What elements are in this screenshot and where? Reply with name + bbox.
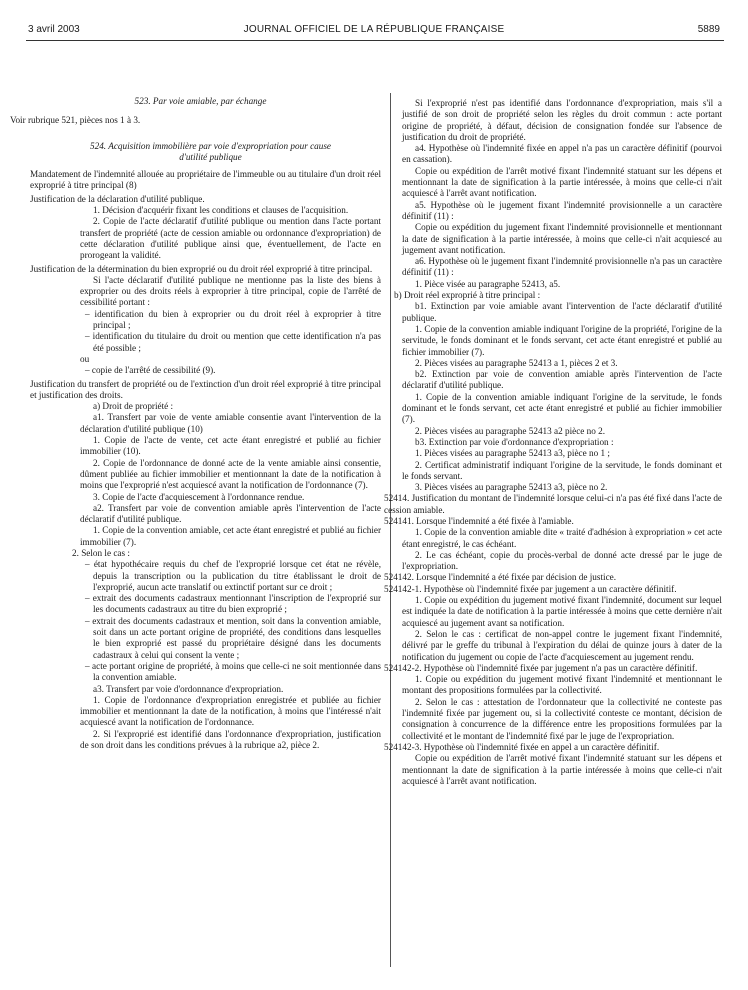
subsection-paragraph: Justification de la détermination du bien exproprié ou du droit réel exproprié à titre principal. [30,263,373,274]
bullet-item: – copie de l'arrêté de cessibilité (9). [85,365,216,376]
bullet-item: – extrait des documents cadastraux et mention, soit dans la convention amiable, soit dans un acte portant origine de propriété, des conditions dans lesquelles le bien exproprié est passé du propriétaire désigné dans les documents cadastraux à celui qui consent la vente ; [85,615,381,660]
subsection-paragraph: Mandatement de l'indemnité allouée au propriétaire de l'immeuble ou au titulaire d'un droit réel exproprié à titre principal (8) [30,169,381,191]
paragraph: Copie ou expédition de l'arrêt motivé fixant l'indemnité statuant sur les dépens et mentionnant la date de signification à la partie intéressée à moins que celle-ci n'ait acquiescé à l'arrêt avant notification. [402,753,722,786]
paragraph: 2. Certificat administratif indiquant l'origine de la servitude, le fonds dominant et le fonds servant. [402,459,722,481]
paragraph: b) Droit réel exproprié à titre principal : [394,290,541,301]
subsection-paragraph: Justification de la déclaration d'utilité publique. [30,193,205,204]
right-column [384,98,722,787]
column-divider [390,93,391,967]
cross-reference: Voir rubrique 521, pièces nos 1 à 3. [10,115,141,126]
paragraph: 1. Copie de la convention amiable indiquant l'origine de la propriété, l'origine de la servitude, le fonds dominant et le fonds servant, cet acte étant enregistré et publié au fichier immobilier (7). [402,323,722,357]
paragraph: 2. Le cas échéant, copie du procès-verbal de donné acte dressé par le juge de l'expropriation. [402,549,722,572]
paragraph: 1. Pièces visées au paragraphe 52413 a3, pièce no 1 ; [415,448,610,459]
paragraph: 1. Copie de la convention amiable, cet acte étant enregistré et publié au fichier immobilier (7). [80,525,382,547]
paragraph: 2. Pièces visées au paragraphe 52413 a2 pièce no 2. [415,425,606,436]
paragraph: Si l'acte déclaratif d'utilité publique ne mentionne pas la liste des biens à exproprier ou des droits réels à exproprier à titre principal, copie de l'arrêté de cessibilité portant : [80,274,381,308]
subsection-paragraph: 524142-1. Hypothèse où l'indemnité fixée par jugement a un caractère définitif. [384,583,677,594]
paragraph: a5. Hypothèse où le jugement fixant l'indemnité provisionnelle a un caractère définitif (11) : [402,199,722,221]
left-column [10,96,382,751]
paragraph: Si l'exproprié n'est pas identifié dans l'ordonnance d'expropriation, mais s'il a justifié de son droit de propriété selon les règles du droit commun : acte portant origine de propriété, à défaut, décision de consignation fondée sur l'absence de justification du droit de propriété. [402,98,722,142]
paragraph: 1. Copie ou expédition du jugement motivé fixant l'indemnité, document sur lequel est indiquée la date de notification à la partie intéressée à moins que cette dernière n'ait acquiescé au jugement avant sa notification. [402,595,722,628]
paragraph: a3. Transfert par voie d'ordonnance d'expropriation. [93,683,284,694]
paragraph: 2. Selon le cas : attestation de l'ordonnateur que la collectivité ne conteste pas l'indemnité fixée par jugement ou, si la collectivité conteste ce montant, décision de consignation à concurrence de la différence entre les propositions formulées par la collectivité et le montant de l'indemnité fixé par le juge de l'expropriation. [402,696,722,741]
paragraph: Copie ou expédition du jugement fixant l'indemnité provisionnelle et mentionnant la date de signification à la partie intéressée, à moins que celle-ci n'ait acquiescé au jugement avant notification. [402,222,722,255]
paragraph: 2. Copie de l'ordonnance de donné acte de la vente amiable ainsi consentie, dûment publiée au fichier immobilier et mentionnant la date de la notification à moins que l'exproprié n'est acquiescé avant la notification de l'ordonnance (7). [80,457,381,491]
paragraph: 1. Pièce visée au paragraphe 52413, a5. [415,278,561,289]
paragraph: a6. Hypothèse où le jugement fixant l'indemnité provisionnelle n'a pas un caractère définitif (11) : [402,256,722,278]
subsection-paragraph: 524141. Lorsque l'indemnité a été fixée à l'amiable. [384,515,574,526]
paragraph: 2. Si l'exproprié est identifié dans l'ordonnance d'expropriation, justification de son droit dans les conditions prévues à la rubrique a2, pièce 2. [80,728,381,751]
paragraph: 2. Pièces visées au paragraphe 52413 a 1, pièces 2 et 3. [415,357,618,368]
paragraph: 3. Pièces visées au paragraphe 52413 a3, pièce no 2. [415,482,608,493]
paragraph: ou [80,353,90,364]
paragraph: 1. Copie de l'ordonnance d'expropriation enregistrée et publiée au fichier immobilier et mentionnant la date de la notification, à moins que l'intéressé n'ait acquiescé avant la notification de l'ordonnance. [80,694,381,728]
paragraph: b3. Extinction par voie d'ordonnance d'expropriation : [415,436,614,447]
page-number: 5889 [697,24,720,35]
paragraph: 2. Selon le cas : [72,547,130,558]
paragraph: Copie ou expédition de l'arrêt motivé fixant l'indemnité statuant sur les dépens et mentionnant la date de signification à la partie intéressée, à moins que celle-ci n'ait acquiescé à l'arrêt avant notification. [402,165,722,199]
paragraph: b2. Extinction par voie de convention amiable après l'intervention de l'acte déclaratif d'utilité publique. [402,369,722,391]
paragraph: a4. Hypothèse où l'indemnité fixée en appel n'a pas un caractère définitif (pourvoi en cassation). [402,143,722,165]
bullet-item: – identification du bien à exproprier ou du droit réel à exproprier à titre principal ; [85,308,381,331]
bullet-item: – extrait des documents cadastraux mentionnant l'inscription de l'exproprié sur les documents cadastraux au titre du bien exproprié ; [85,593,381,615]
subsection-paragraph: 52414. Justification du montant de l'indemnité lorsque celui-ci n'a pas été fixé dans l'acte de cession amiable. [384,493,722,515]
bullet-item: – acte portant origine de propriété, à moins que celle-ci ne soit mentionnée dans la convention amiable. [85,660,381,683]
bullet-item: – état hypothécaire requis du chef de l'exproprié lorsque cet état ne révèle, depuis la transcription ou la publication du titre établissant le droit de l'exproprié, aucun acte translatif ou extinctif portant sur ce droit ; [85,559,381,592]
subsection-paragraph: 524142-3. Hypothèse où l'indemnité fixée en appel a un caractère définitif. [384,741,660,752]
paragraph: 1. Copie ou expédition du jugement motivé fixant l'indemnité et mentionnant le montant des propositions formulées par la collectivité. [402,674,722,696]
subsection-paragraph: 524142-2. Hypothèse où l'indemnité fixée par jugement n'a pas un caractère définitif. [384,662,698,673]
bullet-item: – identification du titulaire du droit ou mention que cette identification n'a pas été possible ; [85,331,381,353]
section-heading: 523. Par voie amiable, par échange [134,96,267,106]
subsection-paragraph: Justification du transfert de propriété ou de l'extinction d'un droit réel exproprié à titre principal et justification des droits. [30,378,381,400]
journal-title: JOURNAL OFFICIEL DE LA RÉPUBLIQUE FRANÇAISE [243,24,505,35]
paragraph: 1. Copie de la convention amiable indiquant l'origine de la servitude, le fonds dominant et le fonds servant, cet acte étant enregistré et publié au fichier immobilier (7). [402,391,722,425]
paragraph: 1. Copie de l'acte de vente, cet acte étant enregistré et publié au fichier immobilier (10). [80,435,381,457]
paragraph: 3. Copie de l'acte d'acquiescement à l'ordonnance rendue. [93,491,305,502]
section-heading: 524. Acquisition immobilière par voie d'expropriation pour cause d'utilité publique [90,140,331,162]
paragraph: a1. Transfert par voie de vente amiable consentie avant l'intervention de la déclaration d'utilité publique (10) [80,412,381,434]
subsection-paragraph: 524142. Lorsque l'indemnité a été fixée par décision de justice. [384,572,617,583]
paragraph: 2. Selon le cas : certificat de non-appel contre le jugement fixant l'indemnité, délivré par le greffe du tribunal à l'expiration du délai de quinze jours à dater de la notification du jugement ou copie de l'acte d'acquiescement au jugement rendu. [402,628,722,662]
page-header [28,24,720,40]
header-rule [26,40,724,41]
paragraph: b1. Extinction par voie amiable avant l'intervention de l'acte déclaratif d'utilité publique. [402,301,722,323]
paragraph: 1. Décision d'acquérir fixant les conditions et clauses de l'acquisition. [93,205,349,216]
paragraph: a2. Transfert par voie de convention amiable après l'intervention de l'acte déclaratif d'utilité publique. [80,502,381,525]
paragraph: 1. Copie de la convention amiable dite « traité d'adhésion à expropriation » cet acte étant enregistré, le cas échéant. [402,527,722,549]
paragraph: a) Droit de propriété : [93,401,174,412]
issue-date: 3 avril 2003 [28,24,80,35]
paragraph: 2. Copie de l'acte déclaratif d'utilité publique ou mention dans l'acte portant transfert de propriété (acte de cession amiable ou ordonnance d'expropriation) de cette déclaration d'utilité publique ainsi que, éventuellement, de l'acte en prorogeant la validité. [80,216,381,261]
